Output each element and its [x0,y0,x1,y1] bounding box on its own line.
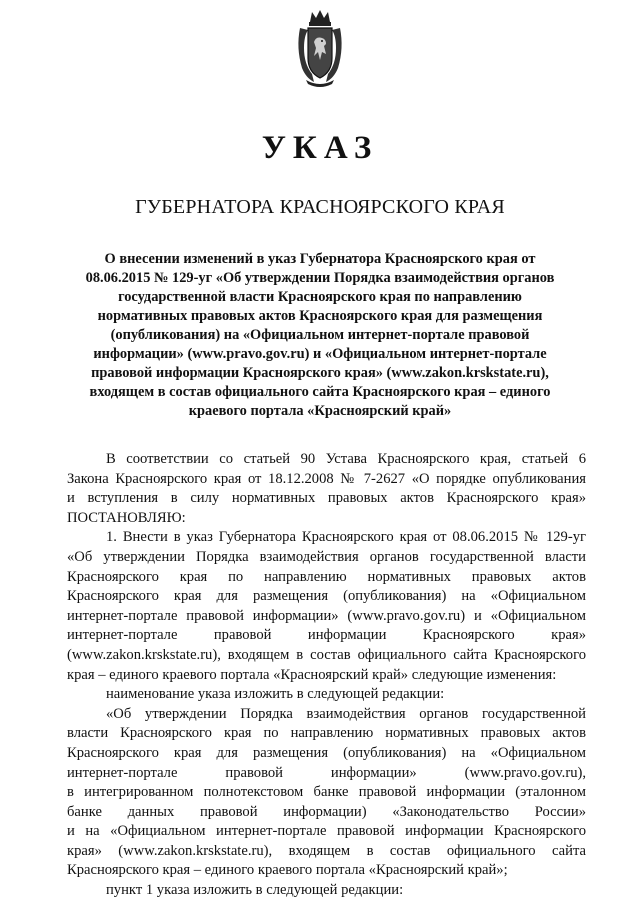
heading-line: правовой информации Красноярского края» (www.zakon.krskstate.ru), [91,365,549,381]
heading-line: О внесении изменений в указ Губернатора Красноярского края от [104,251,536,267]
document-subtitle: ГУБЕРНАТОРА КРАСНОЯРСКОГО КРАЯ [135,196,505,218]
heading-line: нормативных правовых актов Красноярского края для размещения [97,308,543,324]
heading-line: краевого портала «Красноярский край» [188,403,452,419]
body-line: интернет-портале правовой информации» (www.pravo.gov.ru), [67,764,586,781]
body-line: «Об утверждении Порядка взаимодействия органов государственной [106,705,586,722]
body-line: 1. Внести в указ Губернатора Красноярского края от 08.06.2015 № 129-уг [106,529,586,546]
heading-line: (опубликования) на «Официальном интернет-портале правовой [110,327,530,343]
body-line: В соответствии со статьей 90 Устава Красноярского края, статьей 6 [106,451,586,467]
body-line: интернет-портале правовой информации» (www.pravo.gov.ru) и «Официальном [67,607,586,624]
heading-line: входящем в состав официального сайта Красноярского края – единого [89,384,551,400]
body-line: ПОСТАНОВЛЯЮ: [67,509,186,526]
body-line: банке данных правовой информации) «Законодательство России» [67,803,586,820]
body-line: Красноярского края для размещения (опубликования) на «Официальном [67,588,586,605]
body-line: и на «Официальном интернет-портале правовой информации Красноярского [67,823,586,840]
body-line: «Об утверждении Порядка взаимодействия органов государственной власти [67,548,586,565]
decree-heading [66,250,574,421]
body-line: интернет-портале правовой информации Красноярского края» [67,627,586,644]
body-line: Красноярского края – единого краевого портала «Красноярский край»; [67,862,508,879]
body-line: наименование указа изложить в следующей редакции: [106,686,445,703]
body-line: власти Красноярского края по направлению нормативных правовых актов [67,725,586,742]
body-line: края – единого краевого портала «Красноярский край» следующие изменения: [67,666,557,683]
body-line: Красноярского края для размещения (опубликования) на «Официальном [67,744,586,761]
body-line: края» (www.zakon.krskstate.ru), входящем в состав официального сайта [67,842,586,859]
heading-line: информации» (www.pravo.gov.ru) и «Официальном интернет-портале [93,346,547,362]
body-line: пункт 1 указа изложить в следующей редакции: [106,882,404,899]
body-line: Красноярского края по направлению нормативных правовых актов [67,568,586,585]
coat-of-arms-icon [296,8,344,88]
body-line: Закона Красноярского края от 18.12.2008 № 7-2627 «О порядке опубликования [67,470,586,487]
body-line: и вступления в силу нормативных правовых актов Красноярского края» [67,490,586,507]
heading-line: государственной власти Красноярского края по направлению [118,289,522,305]
decree-body [67,450,586,901]
body-line: (www.zakon.krskstate.ru), входящем в состав официального сайта Красноярского [67,646,586,663]
body-line: в интегрированном полнотекстовом банке правовой информации (эталонном [67,784,586,801]
document-title: УКАЗ [261,130,379,166]
heading-line: 08.06.2015 № 129-уг «Об утверждении Порядка взаимодействия органов [85,270,555,286]
